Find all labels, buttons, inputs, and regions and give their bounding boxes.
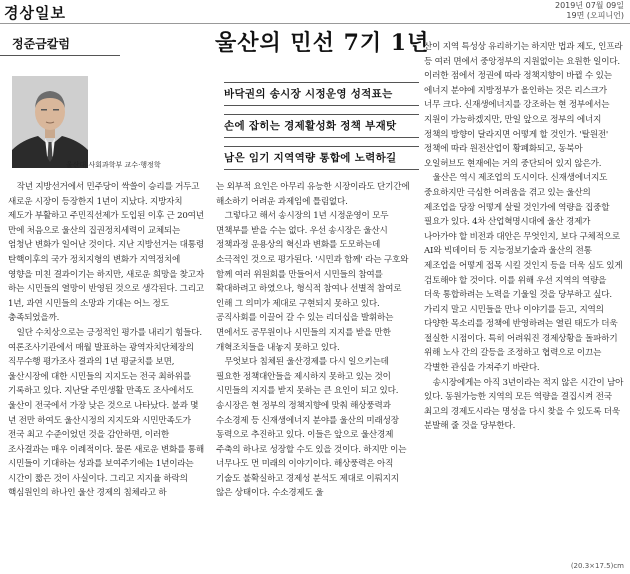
body-column-1 [8,180,206,564]
subhead-3: 남은 임기 지역역량 통합에 노력하길 [224,146,419,170]
author-portrait-icon [12,76,88,168]
body-paragraph: 작년 지방선거에서 민주당이 싹쓸이 승리를 거두고 새로운 시장이 등장한지 1년이 지났다. 지방자치 제도가 부활하고 주민직선제가 도입된 이후 근 20여년 만에 처음으로 울산의 집권정치세력이 교체되는 엄청난 변화가 일어난 것이다. 지난 지방선거는 대통령 탄핵이후의 국가 정치지형의 변화가 지역정치에 영향을 미친 결과이기는 하지만, 새로운 희망을 찾고자 하는 시민들의 열망이 반영된 것으로 생각된다. 그리고 1년, 과연 시민들의 소망과 기대는 어느 정도 충족되었을까. [8,182,204,324]
article-size-note: (20.3×17.5)cm [570,562,624,570]
headline: 울산의 민선 7기 1년 [215,30,430,56]
body-paragraph: 울산은 역시 제조업의 도시이다. 신재생에너지도 중요하지만 극심한 어려움을 겪고 있는 울산의 제조업을 당장 어떻게 살릴 것인가에 역량을 집중할 필요가 있다. 4차 산업혁명시대에 울산 경제가 나아가야 할 비전과 대안은 무엇인지, 보다 구체적으로 AI와 빅데이터 등 지능정보기술과 울산의 전통 제조업을 어떻게 접목 시킬 것인지 등을 더욱 심도 있게 검토해야 할 것이다. 이를 위해 우선 지역의 역량을 더욱 통합하려는 노력을 기울일 것을 당부하고 싶다. 가리지 말고 시민들을 만나 이야기를 듣고, 지역의 다양한 목소리를 정책에 반영하려는 열린 태도가 더욱 절실한 시점이다. 특히 어려워진 경제상황을 돌파하기 위해 노사 간의 갈등을 조정하고 협력으로 이끄는 각별한 관심을 가져주기 바란다. [424,173,623,374]
issue-meta [555,1,624,21]
subhead-1: 바닥권의 송시장 시정운영 성적표는 [224,82,419,106]
body-column-3 [424,40,624,562]
body-column-2 [216,180,414,564]
author-photo [12,76,88,168]
issue-page: 19면 (오피니언) [566,11,624,20]
body-paragraph: 그렇다고 해서 송시장의 1년 시정운영이 모두 면책부를 받을 수는 없다. 우선 송시장은 울산시 정책과정 운용상의 혁신과 변화를 도모하는데 소극적인 것으로 평가된다. '시민과 함께' 라는 구호와 함께 여러 위원회를 만들어서 시민들의 참여를 확대하려고 하였으나, 형식적 참여나 선별적 참여로 인해 그 의미가 제대로 구현되지 못하고 있다. 공직사회를 이끌어 갈 수 있는 리더십을 발휘하는 면에서도 공무원이나 시민들의 지지를 받을 만한 개혁조치들을 내놓지 못하고 있다. [216,211,409,353]
issue-date: 2019년 07월 09일 [555,1,624,10]
header-rule [0,23,630,24]
body-paragraph: 산이 지역 특성상 유리하기는 하지만 법과 제도, 인프라 등 여러 면에서 중앙정부의 지원없이는 요원한 일이다. 이러한 점에서 정권에 따라 정책지향이 바뀔 수 있는 에너지 분야에 지방정부가 올인하는 것은 리스크가 너무 크다. 신재생에너지를 강조하는 현 정부에서는 지원이 가능하겠지만, 만일 앞으로 정부의 에너지 정책의 방향이 달라지면 어떻게 할 것인가. '탈원전' 정책에 따라 원전산업이 황폐화되고, 동북아 오일허브도 현재에는 거의 중단되어 있지 않은가. [424,42,623,169]
body-paragraph: 는 외부적 요인은 아무리 유능한 시장이라도 단기간에 해소하기 어려운 과제임에 틀림없다. [216,182,410,207]
column-name: 정준금칼럼 [12,37,70,51]
body-paragraph: 무엇보다 침체된 울산경제를 다시 일으키는데 필요한 정책대안들을 제시하지 못하고 있는 것이 시민들의 지지를 받지 못하는 큰 요인이 되고 있다. 송시장은 현 정부의 정책지향에 맞춰 해상풍력과 수소경제 등 신재생에너지 분야를 울산의 미래성장 동력으로 추진하고 있다. 이들은 앞으로 울산경제 주축의 하나로 성장할 수도 있을 것이다. 하지만 이는 너무나도 먼 미래의 이야기이다. 해상풍력은 아직 기술도 불확실하고 경제성 분석도 제대로 이뤄지지 않은 상태이다. 수소경제도 울 [216,357,407,499]
body-paragraph: 송시장에게는 아직 3년이라는 적지 않은 시간이 남아 있다. 동원가능한 지역의 모든 역량을 결집시켜 전국 최고의 경제도시라는 명성을 다시 찾을 수 있도록 더욱 분발해 줄 것을 당부한다. [424,377,624,432]
newspaper-logo: 경상일보 [4,4,66,22]
author-byline: 울산대 사회과학부 교수·행정학 [66,161,161,169]
column-name-rule [0,55,120,56]
body-paragraph: 일단 수치상으로는 긍정적인 평가를 내리기 힘들다. 여론조사기관에서 매월 발표하는 광역자치단체장의 직무수행 평가조사 결과의 1년 평균치를 보면, 울산시장에 대한 시민들의 지지도는 전국 최하위를 기록하고 있다. 지난달 주민생활 만족도 조사에서도 울산이 전국에서 가장 낮은 것으로 나타났다. 불과 몇 년 전만 하여도 울산시정의 지지도와 시민만족도가 전국 최고 수준이었던 것을 감안하면, 이러한 조사결과는 매우 이례적이다. 물론 새로운 변화를 통해 시민들이 기대하는 성과를 보여주기에는 1년이라는 시간이 짧은 것이 사실이다. 그리고 지지율 하락의 핵심원인의 하나인 울산 경제의 침체라고 하 [8,327,204,499]
subhead-2: 손에 잡히는 경제활성화 정책 부재탓 [224,114,419,138]
